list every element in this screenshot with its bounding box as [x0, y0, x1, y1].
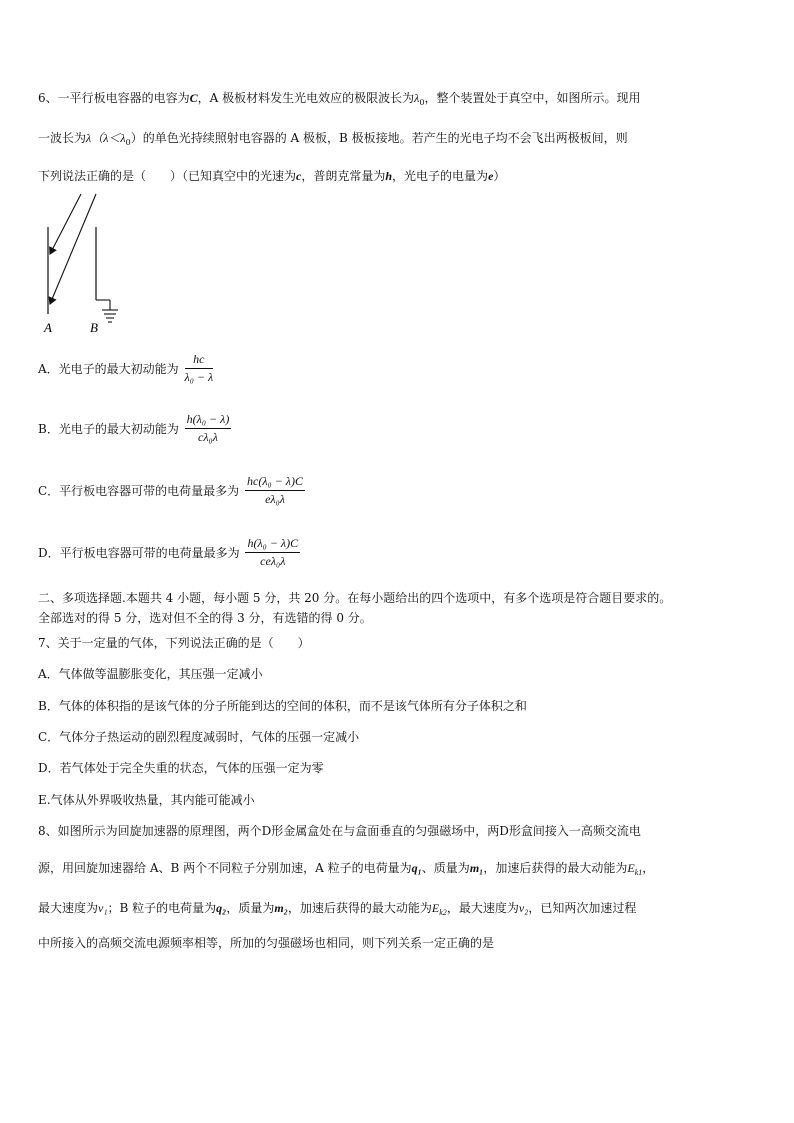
planck-symbol: h — [385, 169, 393, 183]
v1-symbol: v₁ — [98, 901, 108, 915]
q8-line-3 — [38, 900, 636, 921]
m2-symbol: m₂ — [274, 901, 288, 915]
fraction-denominator: cλ₀λ — [198, 430, 218, 444]
q6-text: ） — [493, 169, 506, 183]
section2-line-2: 全部选对的得 5 分，选对但不全的得 3 分，有选错的得 0 分。 — [38, 611, 372, 625]
q6-line-1 — [38, 90, 640, 111]
q6-text: 一波长为 — [38, 131, 87, 145]
label-b: B — [90, 320, 98, 335]
q6-text: 6、一平行板电容器的电容为 — [38, 91, 190, 105]
q8-text: ；B 粒子的电荷量为 — [107, 901, 217, 915]
fraction-numerator: h(λ₀ − λ) — [185, 412, 232, 429]
q6-option-b — [38, 412, 231, 445]
fraction-numerator: hc — [185, 352, 214, 369]
lambda0-symbol: λ — [414, 91, 420, 105]
q6-text: 的单色光持续照射电容器的 A 极板，B 极板接地。若产生的光电子均不会飞出两极板间，则 — [142, 131, 628, 145]
q7-option-e: E.气体从外界吸收热量，其内能可能减小 — [38, 793, 255, 807]
fraction-numerator: hc(λ₀ − λ)C — [245, 474, 305, 491]
ek1-symbol: E — [627, 861, 635, 875]
q8-text: ，加速后获得的最大动能为 — [287, 901, 432, 915]
q8-line-1: 8、如图所示为回旋加速器的原理图，两个D形金属盒处在与盒面垂直的匀强磁场中，两D形盒间接入一高频交流电 — [38, 824, 641, 838]
q6-line-3 — [38, 168, 505, 184]
fraction-numerator: h(λ₀ − λ)C — [245, 536, 300, 553]
option-text: A．光电子的最大初动能为 — [38, 361, 179, 376]
q8-text: ，质量为 — [226, 901, 275, 915]
option-fraction — [245, 536, 300, 569]
q7-option-c: C．气体分子热运动的剧烈程度减弱时，气体的压强一定减小 — [38, 730, 360, 744]
q8-text: ，已知两次加速过程 — [528, 901, 637, 915]
q6-option-c — [38, 474, 305, 507]
q6-text: 下列说法正确的是（ ）（已知真空中的光速为 — [38, 169, 297, 183]
q7-option-d: D．若气体处于完全失重的状态，气体的压强一定为零 — [38, 761, 324, 775]
lambda0-subscript: 0 — [419, 98, 425, 107]
fraction-denominator: λ₀ − λ — [184, 370, 214, 384]
q8-line-4: 中所接入的高频交流电源频率相等，所加的匀强磁场也相同，则下列关系一定正确的是 — [38, 936, 495, 950]
q8-text: ，最大速度为 — [446, 901, 519, 915]
label-a: A — [44, 320, 52, 335]
ground-icon — [96, 300, 118, 322]
option-fraction — [245, 474, 305, 507]
q8-text: 最大速度为 — [38, 901, 99, 915]
q8-text: 、质量为 — [421, 861, 470, 875]
q6-line-2 — [38, 130, 628, 151]
q2-symbol: q₂ — [216, 901, 227, 915]
v2-symbol: v₂ — [518, 901, 529, 915]
q6-option-d — [38, 536, 300, 569]
option-text: B．光电子的最大初动能为 — [38, 421, 179, 436]
wavelength-condition: λ（λ＜λ — [86, 131, 126, 145]
q6-text: ，普朗克常量为 — [301, 169, 386, 183]
option-text: D．平行板电容器可带的电荷量最多为 — [38, 545, 240, 560]
q8-line-2 — [38, 860, 654, 881]
ek1-subscript: k1 — [634, 868, 643, 877]
q8-text: 源，用回旋加速器给 A、B 两个不同粒子分别加速，A 粒子的电荷量为 — [38, 861, 412, 875]
fraction-denominator: eλ₀λ — [265, 492, 285, 506]
ek2-symbol: E — [431, 901, 440, 915]
light-ray-1 — [50, 194, 81, 254]
q6-text: ，A 极板材料发生光电效应的极限波长为 — [197, 91, 415, 105]
q6-text: ，光电子的电量为 — [392, 169, 489, 183]
section2-line-1: 二、多项选择题.本题共 4 小题，每小题 5 分，共 20 分。在每小题给出的四个选项中，有多个选项是符合题目要求的。 — [38, 591, 672, 605]
option-text: C．平行板电容器可带的电荷量最多为 — [38, 483, 240, 498]
capacitor-figure — [36, 192, 136, 337]
charge-symbol: e — [488, 169, 494, 183]
light-speed-symbol: c — [296, 169, 302, 183]
fraction-denominator: ceλ₀λ — [260, 554, 286, 568]
q8-text: ，加速后获得的最大动能为 — [483, 861, 628, 875]
q8-text: ， — [642, 861, 655, 875]
q7-stem: 7、关于一定量的气体，下列说法正确的是（ ） — [38, 636, 310, 650]
q7-option-b: B．气体的体积指的是该气体的分子所能到达的空间的体积，而不是该气体所有分子体积之和 — [38, 699, 527, 713]
q7-option-a: A．气体做等温膨胀变化，其压强一定减小 — [38, 667, 263, 681]
option-fraction — [185, 352, 214, 385]
q6-text: ，整个装置处于真空中，如图所示。现用 — [424, 91, 641, 105]
wavelength-condition-subscript: 0 — [125, 138, 131, 147]
option-fraction — [185, 412, 232, 445]
m1-symbol: m₁ — [469, 861, 484, 875]
q6-option-a — [38, 352, 213, 385]
wavelength-condition-end: ） — [130, 131, 143, 145]
q1-symbol: q₁ — [411, 861, 422, 875]
ek2-subscript: k2 — [439, 908, 447, 917]
capacitance-symbol: C — [189, 91, 198, 105]
